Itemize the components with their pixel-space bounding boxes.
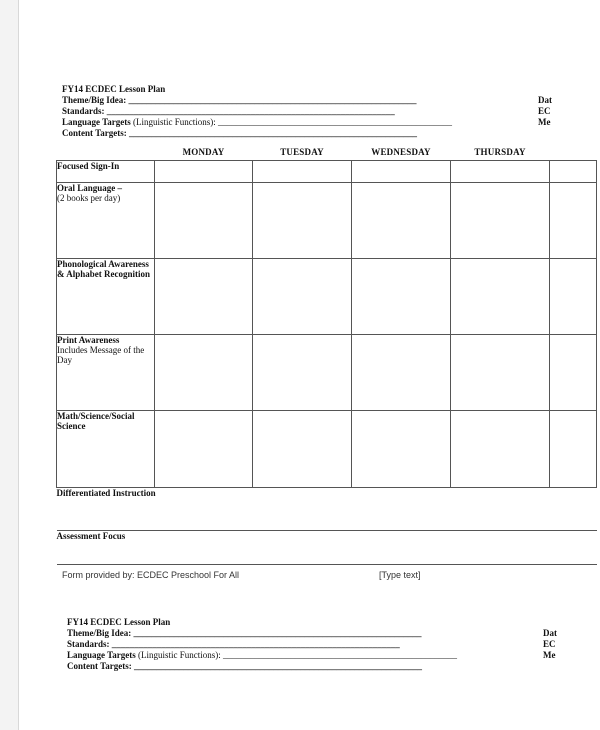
plan-title: FY14 ECDEC Lesson Plan (62, 84, 166, 94)
footer-left: Form provided by: ECDEC Preschool For All (62, 570, 240, 580)
row-subtitle: Includes Message of the Day (57, 345, 145, 365)
row-label-oral-language (57, 183, 155, 259)
cell-oral-cut[interactable] (550, 183, 597, 259)
cell-signin-mon[interactable] (155, 161, 253, 183)
content-text-2: Content Targets: ________________________________________________________________ (67, 661, 422, 671)
row-subtitle: (2 books per day) (57, 193, 121, 203)
corner-cell (57, 147, 155, 161)
cell-print-cut[interactable] (550, 335, 597, 411)
standards-field[interactable] (62, 106, 517, 117)
row-title: Math/Science/Social Science (57, 411, 135, 431)
row-title: Print Awareness (57, 335, 120, 345)
right-cut-2-2: EC (543, 639, 556, 649)
right-cut-2: EC (538, 106, 551, 116)
row-title: Phonological Awareness & Alphabet Recognition (57, 259, 151, 279)
language-label-2: Language Targets (67, 650, 136, 660)
row-title: Oral Language – (57, 183, 123, 193)
cut-header (550, 147, 597, 161)
cell-phono-cut[interactable] (550, 259, 597, 335)
day-header-monday: MONDAY (155, 147, 253, 161)
cell-oral-thu[interactable] (451, 183, 550, 259)
right-cut-2-3: Me (543, 650, 556, 660)
standards-text: Standards: ________________________________________________________________ (62, 106, 395, 116)
row-label-focused-sign-in (57, 161, 155, 183)
cell-signin-cut[interactable] (550, 161, 597, 183)
day-header-wednesday: WEDNESDAY (352, 147, 451, 161)
language-line-2: ____________________________________________________ (223, 650, 458, 660)
language-paren-2: (Linguistic Functions): (135, 650, 224, 660)
cell-print-thu[interactable] (451, 335, 550, 411)
right-cut-2-1: Dat (543, 628, 557, 638)
cell-oral-mon[interactable] (155, 183, 253, 259)
day-header-tuesday: TUESDAY (253, 147, 352, 161)
cell-signin-tue[interactable] (253, 161, 352, 183)
cell-signin-thu[interactable] (451, 161, 550, 183)
standards-field-2[interactable] (67, 639, 519, 650)
cell-print-mon[interactable] (155, 335, 253, 411)
cell-phono-mon[interactable] (155, 259, 253, 335)
assessment-focus-row[interactable] (57, 531, 597, 565)
cell-math-mon[interactable] (155, 411, 253, 488)
theme-text: Theme/Big Idea: ________________________________________________________________ (62, 95, 417, 105)
right-cut-1: Dat (538, 95, 552, 105)
cell-signin-wed[interactable] (352, 161, 451, 183)
theme-field[interactable] (62, 95, 517, 106)
cell-phono-tue[interactable] (253, 259, 352, 335)
cell-math-thu[interactable] (451, 411, 550, 488)
theme-field-2[interactable] (67, 628, 519, 639)
footer-right: [Type text] (379, 570, 421, 580)
cell-oral-tue[interactable] (253, 183, 352, 259)
standards-text-2: Standards: ________________________________________________________________ (67, 639, 400, 649)
cell-math-tue[interactable] (253, 411, 352, 488)
content-targets-field[interactable] (62, 128, 517, 139)
theme-text-2: Theme/Big Idea: ________________________________________________________________ (67, 628, 422, 638)
row-label-phonological (57, 259, 155, 335)
cell-print-wed[interactable] (352, 335, 451, 411)
cell-print-tue[interactable] (253, 335, 352, 411)
differentiated-label: Differentiated Instruction (56, 488, 156, 498)
day-header-thursday: THURSDAY (451, 147, 550, 161)
content-targets-field-2[interactable] (67, 661, 519, 672)
cell-oral-wed[interactable] (352, 183, 451, 259)
plan-title-2: FY14 ECDEC Lesson Plan (67, 617, 171, 627)
assessment-label: Assessment Focus (56, 531, 126, 541)
right-cut-3: Me (538, 117, 551, 127)
row-label-math-science (57, 411, 155, 488)
cell-phono-wed[interactable] (352, 259, 451, 335)
language-targets-field[interactable] (62, 117, 517, 128)
content-text: Content Targets: ________________________________________________________________ (62, 128, 417, 138)
cell-math-cut[interactable] (550, 411, 597, 488)
cell-phono-thu[interactable] (451, 259, 550, 335)
row-title: Focused Sign-In (57, 161, 120, 171)
cell-math-wed[interactable] (352, 411, 451, 488)
language-line: ____________________________________________________ (218, 117, 453, 127)
lesson-grid (56, 147, 597, 565)
differentiated-instruction-row[interactable] (57, 488, 597, 531)
language-paren: (Linguistic Functions): (130, 117, 219, 127)
language-targets-field-2[interactable] (67, 650, 519, 661)
row-label-print-awareness (57, 335, 155, 411)
document-page (18, 0, 600, 730)
language-label: Language Targets (62, 117, 131, 127)
